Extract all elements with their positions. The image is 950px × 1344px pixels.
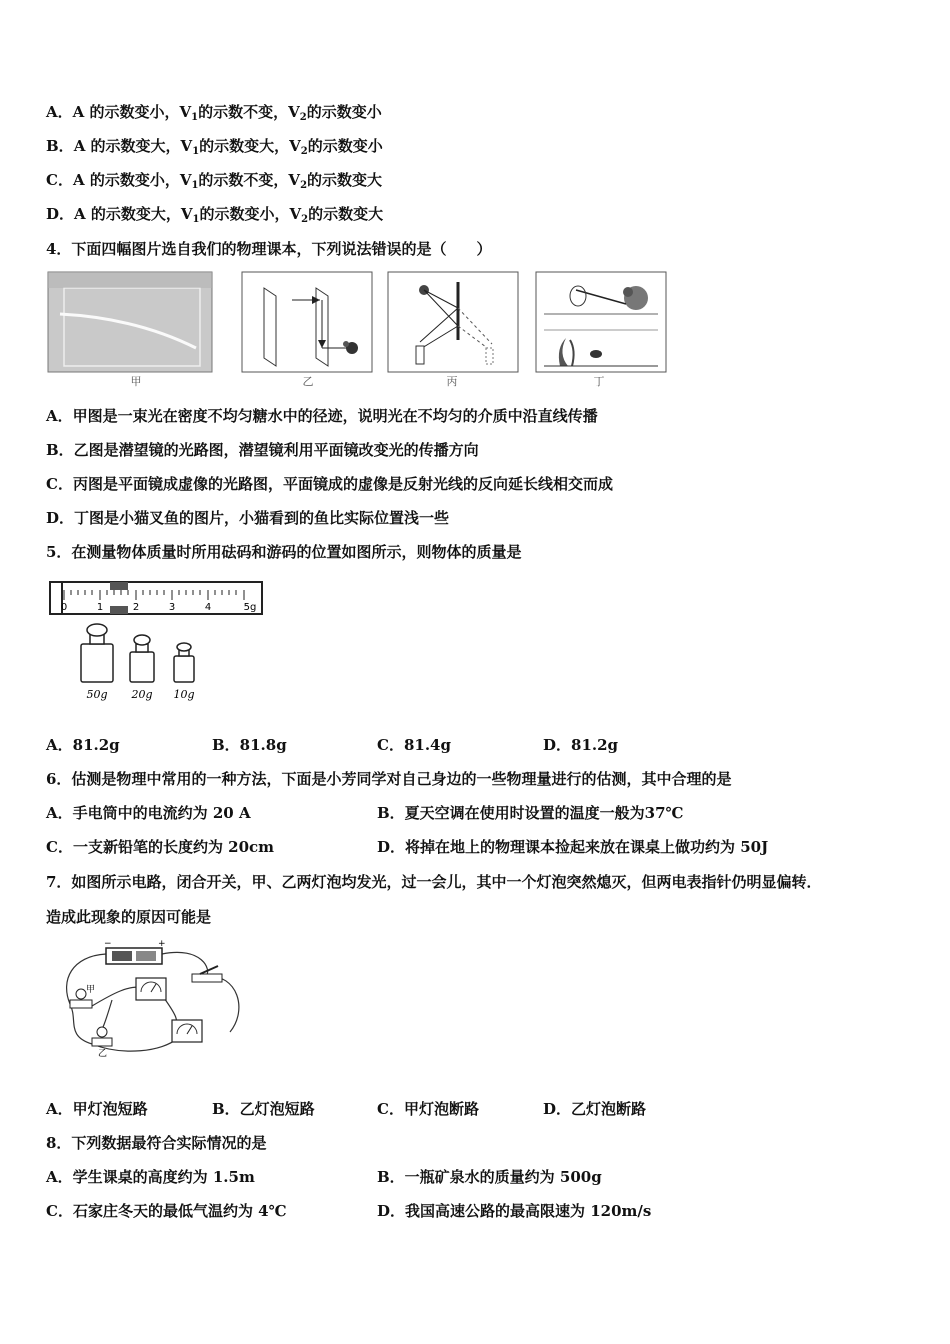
q5-option-c: C．81.4g	[377, 736, 451, 754]
scale-tick-0: 0	[60, 602, 68, 613]
figure-yi	[242, 272, 372, 372]
figure-bing	[388, 272, 518, 372]
svg-text:+: +	[158, 940, 166, 949]
meter-1	[136, 978, 166, 1000]
q5-scale-figure	[46, 576, 270, 704]
caption-yi: 乙	[302, 375, 314, 388]
q7-option-a: A．甲灯泡短路	[46, 1100, 148, 1118]
q6-option-c: C．一支新铅笔的长度约为 20cm	[46, 838, 275, 856]
lamp-yi	[92, 1027, 112, 1046]
q7-stem-line2: 造成此现象的原因可能是	[46, 908, 212, 926]
q6-option-a: A．手电筒中的电流约为 20 A	[46, 804, 251, 822]
scale-tick-5: 5g	[243, 602, 257, 613]
q7-option-c: C．甲灯泡断路	[377, 1100, 479, 1118]
caption-jia: 甲	[130, 375, 142, 388]
label-jia: 甲	[86, 985, 96, 995]
q7-option-b: B．乙灯泡短路	[212, 1100, 315, 1118]
q3-option-a: A．A 的示数变小，$V_1$的示数不变，$V_2$的示数变小	[46, 103, 382, 123]
q4-option-d: D．丁图是小猫叉鱼的图片，小猫看到的鱼比实际位置浅一些	[46, 509, 450, 527]
scale-tick-3: 3	[168, 602, 176, 613]
scale-tick-4: 4	[204, 602, 212, 613]
q4-option-a: A．甲图是一束光在密度不均匀糖水中的径迹，说明光在不均匀的介质中沿直线传播	[46, 407, 598, 425]
q6-stem: 6．估测是物理中常用的一种方法，下面是小芳同学对自己身边的一些物理量进行的估测，其中合理的是	[46, 770, 732, 788]
q4-option-c: C．丙图是平面镜成虚像的光路图，平面镜成的虚像是反射光线的反向延长线相交而成	[46, 475, 613, 493]
q6-option-d: D．将掉在地上的物理课本捡起来放在课桌上做功约为 50J	[377, 838, 769, 856]
q5-stem: 5．在测量物体质量时所用砝码和游码的位置如图所示，则物体的质量是	[46, 543, 522, 561]
q4-figure-strip	[46, 268, 668, 390]
q7-option-d: D．乙灯泡断路	[543, 1100, 647, 1118]
weight-20g	[130, 635, 154, 682]
q5-option-a: A．81.2g	[46, 736, 120, 754]
q3-option-b: B．A 的示数变大，$V_1$的示数变大，$V_2$的示数变小	[46, 137, 383, 157]
q8-option-d: D．我国高速公路的最高限速为 120m/s	[377, 1202, 652, 1220]
caption-bing: 丙	[446, 375, 458, 388]
rider-bottom	[110, 606, 128, 614]
meter-2	[172, 1020, 202, 1042]
q6-option-b: B．夏天空调在使用时设置的温度一般为37℃	[377, 804, 684, 822]
figure-jia	[48, 272, 212, 372]
q7-stem-line1: 7．如图所示电路，闭合开关，甲、乙两灯泡均发光，过一会儿，其中一个灯泡突然熄灭，但两电表指针仍明显偏转．	[46, 873, 822, 891]
q5-option-b: B．81.8g	[212, 736, 287, 754]
weight-50g	[81, 624, 113, 682]
q7-circuit-figure	[52, 940, 248, 1060]
q5-option-d: D．81.2g	[543, 736, 619, 754]
caption-ding: 丁	[593, 375, 605, 388]
weight-label-50g: 50g	[86, 688, 108, 701]
q4-stem: 4．下面四幅图片选自我们的物理课本，下列说法错误的是（ ）	[46, 240, 492, 258]
weight-label-20g: 20g	[131, 688, 153, 701]
q4-option-b: B．乙图是潜望镜的光路图，潜望镜利用平面镜改变光的传播方向	[46, 441, 479, 459]
q8-option-a: A．学生课桌的高度约为 1.5m	[46, 1168, 255, 1186]
q8-option-b: B．一瓶矿泉水的质量约为 500g	[377, 1168, 602, 1186]
q8-stem: 8．下列数据最符合实际情况的是	[46, 1134, 267, 1152]
rider-top	[110, 582, 128, 590]
scale-tick-1: 1	[96, 602, 104, 613]
q8-option-c: C．石家庄冬天的最低气温约为 4℃	[46, 1202, 287, 1220]
weight-label-10g: 10g	[173, 688, 195, 701]
figure-ding	[536, 272, 666, 372]
weight-10g	[174, 643, 194, 682]
scale-tick-2: 2	[132, 602, 140, 613]
q3-option-c: C．A 的示数变小，$V_1$的示数不变，$V_2$的示数变大	[46, 171, 383, 191]
label-yi: 乙	[98, 1049, 108, 1059]
svg-text:−: −	[104, 940, 112, 949]
q3-option-d: D．A 的示数变大，$V_1$的示数变小，$V_2$的示数变大	[46, 205, 384, 225]
